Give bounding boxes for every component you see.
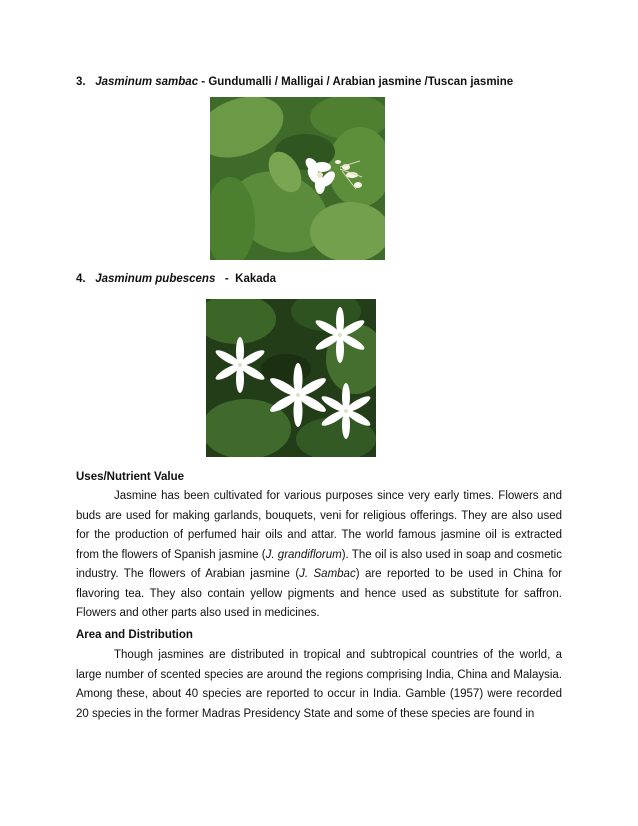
item-number: 3. [76, 76, 86, 88]
species-name: Jasminum sambac [95, 76, 199, 88]
item-3-heading [76, 75, 513, 89]
common-names: - Gundumalli / Malligai / Arabian jasmine /Tuscan jasmine [198, 76, 514, 88]
area-section-title: Area and Distribution [76, 629, 193, 641]
uses-section-title: Uses/Nutrient Value [76, 471, 185, 483]
common-names: - Kakada [215, 273, 277, 285]
item-4-heading [76, 272, 276, 286]
item-number: 4. [76, 273, 86, 285]
uses-paragraph: Jasmine has been cultivated for various purposes since very early times. Flowers and buds are used for making garlands, bouquets, veni for religious offerings. They are also used for the production of perfumed hair oils and attar. The world famous jasmine oil is extracted from the flowers of Spanish jasmine (J. grandiflorum). The oil is also used in soap and cosmetic industry. The flowers of Arabian jasmine (J. Sambac) are reported to be used in China for flavoring tea. They also contain yellow pigments and hence used as substitute for saffron. Flowers and other parts also used in medicines. [76, 490, 562, 619]
area-paragraph: Though jasmines are distributed in tropical and subtropical countries of the world, a large number of scented species are around the regions comprising India, China and Malaysia. Among these, about 40 species are reported to occur in India. Gamble (1957) were recorded 20 species in the former Madras Presidency State and some of these species are found in [76, 649, 562, 720]
jasminum-sambac-photo [210, 97, 385, 260]
species-name: Jasminum pubescens [95, 273, 216, 285]
jasminum-pubescens-photo [206, 299, 376, 457]
